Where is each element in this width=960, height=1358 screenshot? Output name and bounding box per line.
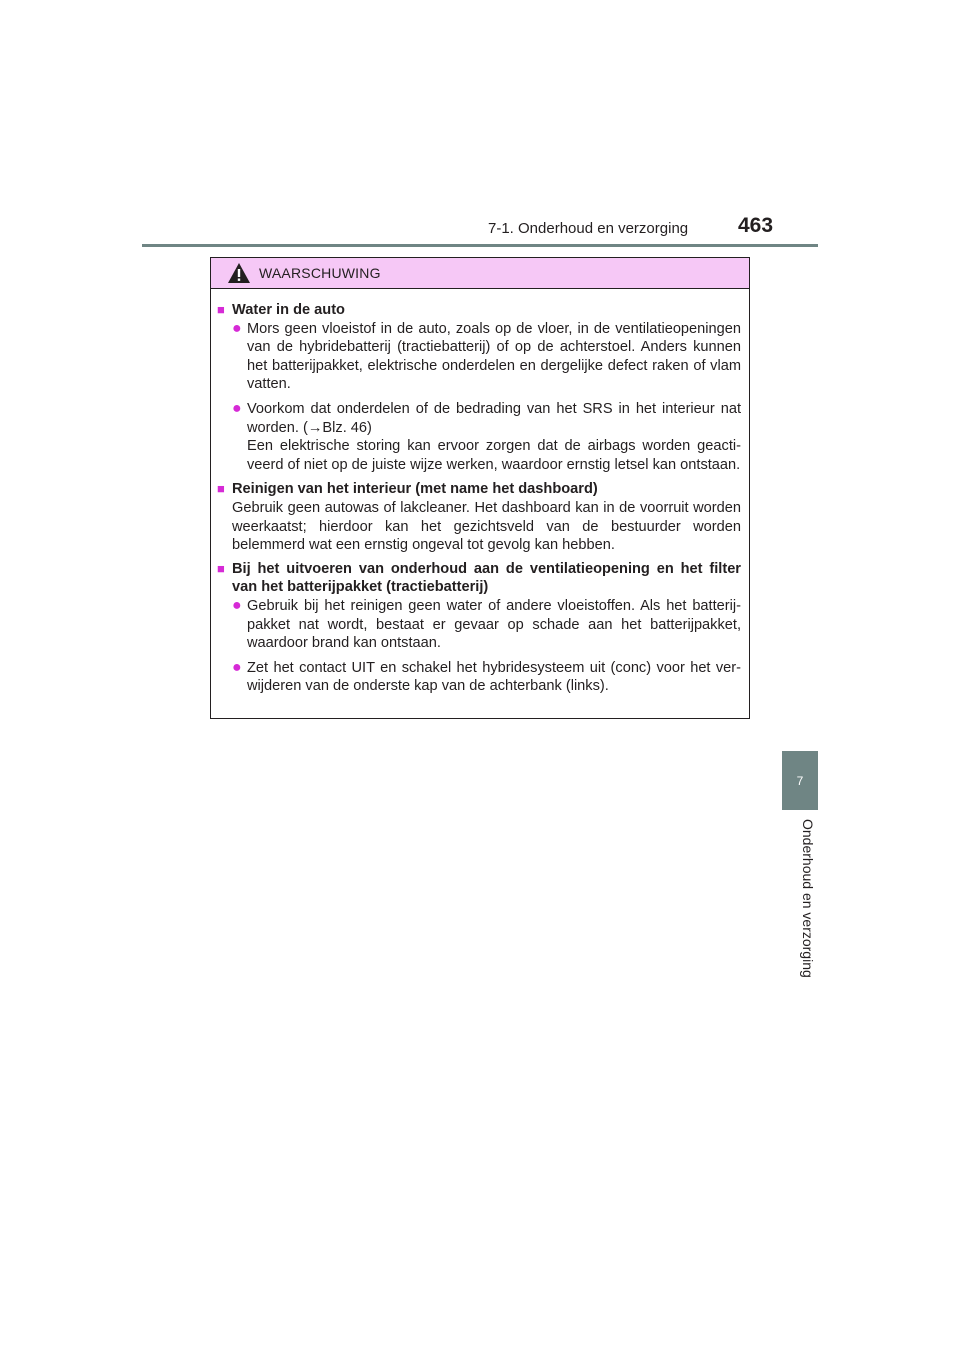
warning-body [211,289,749,696]
list-item [217,659,741,696]
square-bullet-icon: ■ [217,481,225,497]
warning-header [211,258,749,289]
circle-bullet-icon: ● [232,596,242,614]
list-item-text [247,597,741,653]
circle-bullet-icon: ● [232,399,242,417]
page-number: 463 [738,214,774,237]
square-bullet-icon: ■ [217,302,225,317]
warning-section [217,560,741,696]
warning-section [217,301,741,474]
warning-triangle-icon [227,262,251,284]
list-item-paragraph: Voorkom dat onderdelen of de bedrading van het SRS in het interieur nat worden. (→Blz. 46) [247,400,741,436]
section-title [217,301,741,320]
list-item [217,597,741,653]
section-title-text: Water in de auto [232,302,345,318]
section-header: 7-1. Onderhoud en verzorging [488,220,689,237]
warning-title: WAARSCHUWING [259,265,381,281]
section-title [217,560,741,597]
circle-bullet-icon: ● [232,658,242,676]
list-item-text [247,659,741,696]
list-item-paragraph: Gebruik bij het reinigen geen water of andere vloeistoffen. Als het batterijpakket nat wordt, bestaat er gevaar op schade aan het batterijpakket, waardoor brand kan ontstaan. [247,597,741,652]
chapter-side-title: Onderhoud en verzorging [800,819,816,978]
section-title [217,480,741,499]
list-item [217,400,741,474]
section-paragraph: Gebruik geen autowas of lakcleaner. Het dashboard kan in de voorruit worden weerkaatst; hierdoor kan het gezichtsveld van de bestuurder worden belemmerd wat een ernstig ongeval tot gevolg kan hebben. [232,499,741,554]
header-divider [142,244,818,247]
list-item-paragraph: Mors geen vloeistof in de auto, zoals op de vloer, in de ventilatieopeningen van de hybridebatterij (tractiebatterij) of op de achterstoel. Anders kunnen het batterijpakket, elektrische onderdelen en dergelijke defect raken of vlam vatten. [247,320,741,393]
square-bullet-icon: ■ [217,560,225,576]
list-item-text [247,400,741,474]
list-item-paragraph: Een elektrische storing kan ervoor zorgen dat de airbags worden geactiveerd of niet op de juiste wijze werken, waardoor ernstig letsel kan ontstaan. [247,438,741,473]
chapter-tab: 7 [782,751,818,810]
warning-section [217,480,741,554]
section-title-text: Reinigen van het interieur (met name het dashboard) [232,481,598,498]
list-item [217,320,741,394]
section-title-text: Bij het uitvoeren van onderhoud aan de ventilatieopening en het filter van het batterijpakket (tractiebatterij) [232,560,741,596]
list-item-text [247,320,741,394]
warning-box [210,257,750,719]
circle-bullet-icon: ● [232,319,242,337]
list-item-paragraph: Zet het contact UIT en schakel het hybridesysteem uit (conc) voor het verwijderen van de onderste kap van de achterbank (links). [247,659,741,695]
